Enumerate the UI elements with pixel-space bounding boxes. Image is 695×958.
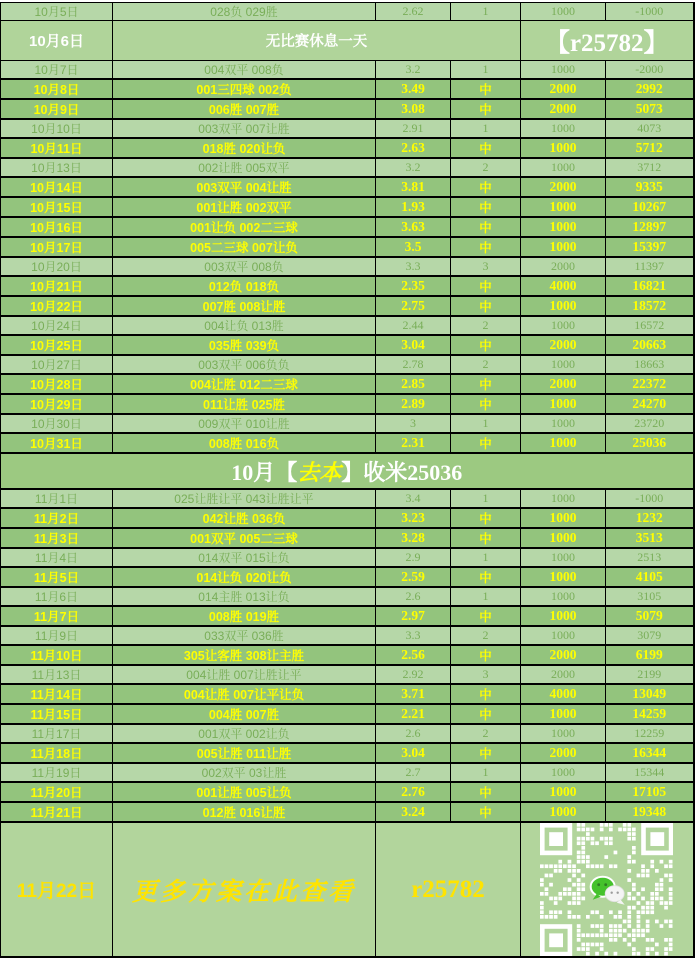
profit-cell: 9335	[606, 177, 694, 197]
table-row	[1, 296, 694, 316]
stake-cell: 2000	[521, 743, 606, 763]
result-cell: 3	[451, 257, 521, 276]
table-row	[1, 61, 694, 80]
date-cell: 11月4日	[1, 548, 113, 567]
table-row	[1, 763, 694, 782]
summary-text: 】收米25036	[341, 459, 463, 485]
wechat-logo-icon	[591, 877, 625, 905]
odds-cell: 2.44	[376, 316, 451, 335]
odds-cell: 2.6	[376, 724, 451, 743]
stake-cell: 4000	[521, 276, 606, 296]
table-row	[1, 802, 694, 822]
stake-cell: 2000	[521, 335, 606, 355]
stake-cell: 1000	[521, 119, 606, 138]
table-row	[1, 743, 694, 763]
date-cell: 11月3日	[1, 528, 113, 548]
result-cell: 1	[451, 61, 521, 80]
table-row	[1, 528, 694, 548]
stake-cell: 1000	[521, 394, 606, 414]
result-cell: 中	[451, 782, 521, 802]
stake-cell: 2000	[521, 645, 606, 665]
plan-cell: 001让负 002二三球	[113, 217, 376, 237]
plan-cell: 004双平 008负	[113, 61, 376, 80]
stake-cell: 1000	[521, 61, 606, 80]
table-row	[1, 684, 694, 704]
profit-cell: 19348	[606, 802, 694, 822]
table-body	[1, 3, 694, 958]
stake-cell: 1000	[521, 489, 606, 508]
date-cell: 11月21日	[1, 802, 113, 822]
date-cell: 10月8日	[1, 79, 113, 99]
date-cell: 11月10日	[1, 645, 113, 665]
stake-cell: 1000	[521, 567, 606, 587]
result-cell: 2	[451, 158, 521, 177]
odds-cell: 3.04	[376, 743, 451, 763]
odds-cell: 3.3	[376, 626, 451, 645]
profit-cell: 14259	[606, 704, 694, 724]
profit-cell: 4073	[606, 119, 694, 138]
table-row	[1, 724, 694, 743]
profit-cell: 22372	[606, 374, 694, 394]
odds-cell: 3	[376, 414, 451, 433]
odds-cell: 3.5	[376, 237, 451, 257]
stake-cell: 1000	[521, 802, 606, 822]
plan-cell: 007胜 008让胜	[113, 296, 376, 316]
date-cell: 10月7日	[1, 61, 113, 80]
odds-cell: 2.7	[376, 763, 451, 782]
odds-cell: 2.21	[376, 704, 451, 724]
date-cell: 10月22日	[1, 296, 113, 316]
profit-cell: 2513	[606, 548, 694, 567]
wechat-id-cell: 【r25782】	[521, 21, 694, 61]
odds-cell: 2.78	[376, 355, 451, 374]
result-cell: 中	[451, 567, 521, 587]
result-cell: 中	[451, 335, 521, 355]
table-row	[1, 414, 694, 433]
date-cell: 10月17日	[1, 237, 113, 257]
profit-cell: 5712	[606, 138, 694, 158]
date-cell: 10月27日	[1, 355, 113, 374]
result-cell: 中	[451, 802, 521, 822]
wechat-qr-code	[521, 823, 693, 956]
plan-cell: 035胜 039负	[113, 335, 376, 355]
odds-cell: 2.89	[376, 394, 451, 414]
date-cell: 11月6日	[1, 587, 113, 606]
betting-record-table	[0, 2, 695, 958]
qr-pattern	[540, 823, 673, 956]
plan-cell: 009双平 010让胜	[113, 414, 376, 433]
odds-cell: 1.93	[376, 197, 451, 217]
month-summary-cell	[1, 453, 694, 489]
profit-cell: 3105	[606, 587, 694, 606]
plan-cell: 006胜 007胜	[113, 99, 376, 119]
plan-cell: 001让胜 002双平	[113, 197, 376, 217]
plan-cell: 014双平 015让负	[113, 548, 376, 567]
odds-cell: 2.97	[376, 606, 451, 626]
table-row	[1, 197, 694, 217]
plan-cell: 008胜 016负	[113, 433, 376, 453]
profit-cell: 2992	[606, 79, 694, 99]
stake-cell: 1000	[521, 724, 606, 743]
stake-cell: 1000	[521, 414, 606, 433]
plan-cell: 003双平 007让胜	[113, 119, 376, 138]
result-cell: 3	[451, 665, 521, 684]
summary-highlight-text: 去本	[297, 459, 342, 485]
profit-cell: 15397	[606, 237, 694, 257]
table-row	[1, 99, 694, 119]
stake-cell: 1000	[521, 217, 606, 237]
date-cell: 10月30日	[1, 414, 113, 433]
plan-cell: 033双平 036胜	[113, 626, 376, 645]
stake-cell: 1000	[521, 763, 606, 782]
odds-cell: 2.31	[376, 433, 451, 453]
table-row	[1, 257, 694, 276]
odds-cell: 2.62	[376, 3, 451, 21]
odds-cell: 3.08	[376, 99, 451, 119]
profit-cell: 16344	[606, 743, 694, 763]
odds-cell: 2.92	[376, 665, 451, 684]
odds-cell: 3.2	[376, 61, 451, 80]
date-cell: 10月14日	[1, 177, 113, 197]
odds-cell: 2.56	[376, 645, 451, 665]
profit-cell: 5079	[606, 606, 694, 626]
table-row	[1, 587, 694, 606]
plan-cell: 003双平 006负负	[113, 355, 376, 374]
table-row	[1, 508, 694, 528]
table-row	[1, 119, 694, 138]
stake-cell: 1000	[521, 704, 606, 724]
stake-cell: 2000	[521, 99, 606, 119]
stake-cell: 1000	[521, 548, 606, 567]
table-row	[1, 237, 694, 257]
odds-cell: 2.91	[376, 119, 451, 138]
date-cell: 10月11日	[1, 138, 113, 158]
table-row	[1, 79, 694, 99]
stake-cell: 1000	[521, 237, 606, 257]
plan-cell: 014主胜 013让负	[113, 587, 376, 606]
date-cell: 10月28日	[1, 374, 113, 394]
table-row	[1, 782, 694, 802]
date-cell: 11月1日	[1, 489, 113, 508]
result-cell: 中	[451, 276, 521, 296]
result-cell: 1	[451, 489, 521, 508]
table-row	[1, 567, 694, 587]
odds-cell: 3.2	[376, 158, 451, 177]
plan-cell: 305让客胜 308让主胜	[113, 645, 376, 665]
table-row	[1, 645, 694, 665]
table-row	[1, 217, 694, 237]
date-cell: 11月18日	[1, 743, 113, 763]
plan-cell: 004让胜 007让胜让平	[113, 665, 376, 684]
stake-cell: 2000	[521, 177, 606, 197]
result-cell: 中	[451, 296, 521, 316]
profit-cell: 11397	[606, 257, 694, 276]
profit-cell: 18572	[606, 296, 694, 316]
plan-cell: 002双平 03让胜	[113, 763, 376, 782]
date-cell: 11月2日	[1, 508, 113, 528]
date-cell: 10月21日	[1, 276, 113, 296]
profit-cell: 5073	[606, 99, 694, 119]
plan-cell: 001三四球 002负	[113, 79, 376, 99]
plan-cell: 004让负 013胜	[113, 316, 376, 335]
profit-cell: 24270	[606, 394, 694, 414]
date-cell: 11月15日	[1, 704, 113, 724]
table-row	[1, 606, 694, 626]
profit-cell: 17105	[606, 782, 694, 802]
stake-cell: 1000	[521, 355, 606, 374]
profit-cell: 25036	[606, 433, 694, 453]
profit-cell: 13049	[606, 684, 694, 704]
date-cell: 10月6日	[1, 21, 113, 61]
footer-wechat-id-cell: r25782	[376, 822, 521, 957]
result-cell: 中	[451, 394, 521, 414]
date-cell: 11月17日	[1, 724, 113, 743]
result-cell: 中	[451, 433, 521, 453]
date-cell: 11月13日	[1, 665, 113, 684]
odds-cell: 2.35	[376, 276, 451, 296]
date-cell: 11月20日	[1, 782, 113, 802]
date-cell: 10月5日	[1, 3, 113, 21]
date-cell: 11月7日	[1, 606, 113, 626]
stake-cell: 1000	[521, 197, 606, 217]
stake-cell: 1000	[521, 587, 606, 606]
table-row	[1, 394, 694, 414]
stake-cell: 1000	[521, 508, 606, 528]
profit-cell: 4105	[606, 567, 694, 587]
plan-cell: 005二三球 007让负	[113, 237, 376, 257]
date-cell: 11月19日	[1, 763, 113, 782]
result-cell: 中	[451, 197, 521, 217]
stake-cell: 1000	[521, 138, 606, 158]
profit-cell: 12897	[606, 217, 694, 237]
plan-cell: 014让负 020让负	[113, 567, 376, 587]
qr-cell	[521, 822, 694, 957]
date-cell: 10月25日	[1, 335, 113, 355]
profit-cell: -1000	[606, 489, 694, 508]
date-cell: 10月31日	[1, 433, 113, 453]
odds-cell: 3.28	[376, 528, 451, 548]
odds-cell: 3.81	[376, 177, 451, 197]
profit-cell: 6199	[606, 645, 694, 665]
stake-cell: 4000	[521, 684, 606, 704]
odds-cell: 3.04	[376, 335, 451, 355]
stake-cell: 1000	[521, 3, 606, 21]
summary-text: 10月【	[231, 459, 298, 485]
plan-cell: 004让胜 007让平让负	[113, 684, 376, 704]
plan-cell: 003双平 008负	[113, 257, 376, 276]
stake-cell: 1000	[521, 296, 606, 316]
result-cell: 1	[451, 414, 521, 433]
date-cell: 10月10日	[1, 119, 113, 138]
date-cell: 10月9日	[1, 99, 113, 119]
stake-cell: 1000	[521, 606, 606, 626]
stake-cell: 2000	[521, 665, 606, 684]
table-row	[1, 355, 694, 374]
profit-cell: 20663	[606, 335, 694, 355]
odds-cell: 3.3	[376, 257, 451, 276]
table-row	[1, 453, 694, 489]
plan-cell: 025让胜让平 043让胜让平	[113, 489, 376, 508]
result-cell: 中	[451, 237, 521, 257]
date-cell: 10月24日	[1, 316, 113, 335]
profit-cell: 1232	[606, 508, 694, 528]
result-cell: 1	[451, 763, 521, 782]
result-cell: 中	[451, 99, 521, 119]
result-cell: 1	[451, 119, 521, 138]
profit-cell: 3079	[606, 626, 694, 645]
result-cell: 中	[451, 684, 521, 704]
table-row	[1, 704, 694, 724]
date-cell: 10月15日	[1, 197, 113, 217]
stake-cell: 2000	[521, 374, 606, 394]
stake-cell: 1000	[521, 528, 606, 548]
plan-cell: 001双平 005二三球	[113, 528, 376, 548]
result-cell: 中	[451, 508, 521, 528]
odds-cell: 3.71	[376, 684, 451, 704]
date-cell: 10月16日	[1, 217, 113, 237]
table-row	[1, 374, 694, 394]
odds-cell: 2.9	[376, 548, 451, 567]
date-cell: 11月5日	[1, 567, 113, 587]
plan-cell: 004让胜 012二三球	[113, 374, 376, 394]
stake-cell: 1000	[521, 626, 606, 645]
date-cell: 11月9日	[1, 626, 113, 645]
result-cell: 2	[451, 724, 521, 743]
result-cell: 1	[451, 548, 521, 567]
result-cell: 中	[451, 217, 521, 237]
profit-cell: 16821	[606, 276, 694, 296]
rest-note-cell: 无比赛休息一天	[113, 21, 521, 61]
plan-cell: 011让胜 025胜	[113, 394, 376, 414]
date-cell: 11月14日	[1, 684, 113, 704]
table-row	[1, 822, 694, 957]
result-cell: 中	[451, 606, 521, 626]
profit-cell: 3513	[606, 528, 694, 548]
table-row	[1, 316, 694, 335]
plan-cell: 008胜 019胜	[113, 606, 376, 626]
table-row	[1, 665, 694, 684]
table-row	[1, 276, 694, 296]
plan-cell: 001双平 002让负	[113, 724, 376, 743]
odds-cell: 3.49	[376, 79, 451, 99]
odds-cell: 3.24	[376, 802, 451, 822]
plan-cell: 042让胜 036负	[113, 508, 376, 528]
odds-cell: 3.23	[376, 508, 451, 528]
plan-cell: 001让胜 005让负	[113, 782, 376, 802]
table-row	[1, 626, 694, 645]
stake-cell: 1000	[521, 158, 606, 177]
profit-cell: 10267	[606, 197, 694, 217]
result-cell: 中	[451, 374, 521, 394]
odds-cell: 2.76	[376, 782, 451, 802]
footer-date-cell: 11月22日	[1, 822, 113, 957]
table-row	[1, 21, 694, 61]
profit-cell: 18663	[606, 355, 694, 374]
result-cell: 1	[451, 3, 521, 21]
odds-cell: 2.85	[376, 374, 451, 394]
result-cell: 2	[451, 355, 521, 374]
plan-cell: 003双平 004让胜	[113, 177, 376, 197]
plan-cell: 012胜 016让胜	[113, 802, 376, 822]
profit-cell: 12259	[606, 724, 694, 743]
result-cell: 2	[451, 626, 521, 645]
result-cell: 中	[451, 743, 521, 763]
plan-cell: 028负 029胜	[113, 3, 376, 21]
result-cell: 中	[451, 79, 521, 99]
table-row	[1, 433, 694, 453]
plan-cell: 004胜 007胜	[113, 704, 376, 724]
odds-cell: 2.6	[376, 587, 451, 606]
plan-cell: 002让胜 005双平	[113, 158, 376, 177]
stake-cell: 2000	[521, 257, 606, 276]
odds-cell: 3.63	[376, 217, 451, 237]
profit-cell: -2000	[606, 61, 694, 80]
odds-cell: 2.75	[376, 296, 451, 316]
stake-cell: 2000	[521, 79, 606, 99]
result-cell: 2	[451, 316, 521, 335]
table-row	[1, 177, 694, 197]
plan-cell: 012负 018负	[113, 276, 376, 296]
odds-cell: 3.4	[376, 489, 451, 508]
odds-cell: 2.59	[376, 567, 451, 587]
table-row	[1, 335, 694, 355]
odds-cell: 2.63	[376, 138, 451, 158]
plan-cell: 018胜 020让负	[113, 138, 376, 158]
plan-cell: 005让胜 011让胜	[113, 743, 376, 763]
table-row	[1, 3, 694, 21]
date-cell: 10月20日	[1, 257, 113, 276]
table-row	[1, 489, 694, 508]
date-cell: 10月13日	[1, 158, 113, 177]
result-cell: 中	[451, 704, 521, 724]
result-cell: 1	[451, 587, 521, 606]
profit-cell: 3712	[606, 158, 694, 177]
promo-text-cell: 更多方案在此查看	[113, 822, 376, 957]
stake-cell: 1000	[521, 782, 606, 802]
table-row	[1, 548, 694, 567]
result-cell: 中	[451, 528, 521, 548]
stake-cell: 1000	[521, 433, 606, 453]
profit-cell: 16572	[606, 316, 694, 335]
profit-cell: 15344	[606, 763, 694, 782]
profit-cell: 23720	[606, 414, 694, 433]
result-cell: 中	[451, 138, 521, 158]
table-row	[1, 158, 694, 177]
date-cell: 10月29日	[1, 394, 113, 414]
result-cell: 中	[451, 177, 521, 197]
profit-cell: -1000	[606, 3, 694, 21]
profit-cell: 2199	[606, 665, 694, 684]
result-cell: 中	[451, 645, 521, 665]
stake-cell: 1000	[521, 316, 606, 335]
table-row	[1, 138, 694, 158]
